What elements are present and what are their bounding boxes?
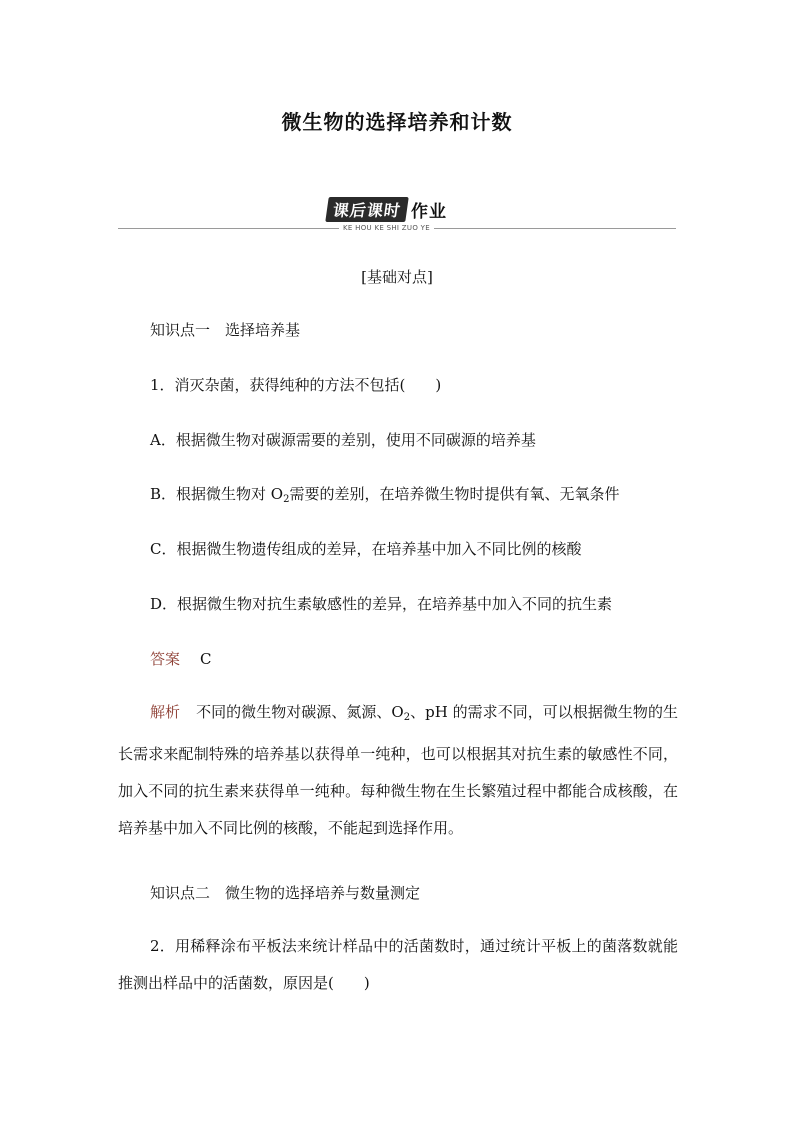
- option-b-pre: B．根据微生物对 O: [150, 485, 284, 503]
- question-2-stem: [118, 928, 678, 1002]
- analysis-post: 、pH 的需求不同，可以根据微生物的生长需求来配制特殊的培养基以获得单一纯种，也可以根据其对抗生素的敏感性不同，加入不同的抗生素来获得单一纯种。每种微生物在生长繁殖过程中都能合成核酸，在培养基中加入不同比例的核酸，不能起到选择作用。: [118, 703, 678, 837]
- analysis-label: 解析: [150, 703, 181, 721]
- question-1-option-b: [150, 482, 619, 512]
- banner-subtitle: KE HOU KE SHI ZUO YE: [339, 224, 434, 232]
- question-1-analysis: [118, 694, 678, 847]
- analysis-subscript: 2: [403, 712, 411, 723]
- homework-banner: [327, 196, 447, 222]
- question-1-answer: [150, 647, 212, 671]
- knowledge-point-1: 知识点一 选择培养基: [150, 321, 301, 339]
- answer-label: 答案: [150, 650, 181, 668]
- section-heading: [基础对点]: [361, 268, 433, 286]
- analysis-pre: 不同的微生物对碳源、氮源、O: [196, 703, 404, 721]
- banner-rest-text: 作业: [411, 201, 448, 222]
- question-1-option-d: D．根据微生物对抗生素敏感性的差异，在培养基中加入不同的抗生素: [150, 595, 613, 613]
- page-title: 微生物的选择培养和计数: [281, 110, 513, 134]
- question-2-stem-text: 2．用稀释涂布平板法来统计样品中的活菌数时，通过统计平板上的菌落数就能推测出样品中的活菌数，原因是( ): [118, 937, 678, 992]
- banner-box-text: 课后课时: [325, 197, 409, 222]
- option-b-subscript: 2: [283, 494, 290, 505]
- question-1-option-c: C．根据微生物遗传组成的差异，在培养基中加入不同比例的核酸: [150, 540, 582, 558]
- answer-value: C: [200, 650, 212, 668]
- question-1-option-a: A．根据微生物对碳源需要的差别，使用不同碳源的培养基: [150, 431, 536, 449]
- knowledge-point-2: 知识点二 微生物的选择培养与数量测定: [150, 884, 421, 902]
- option-b-post: 需要的差别，在培养微生物时提供有氧、无氧条件: [289, 485, 620, 503]
- question-1-stem: 1．消灭杂菌，获得纯种的方法不包括( ): [150, 376, 442, 394]
